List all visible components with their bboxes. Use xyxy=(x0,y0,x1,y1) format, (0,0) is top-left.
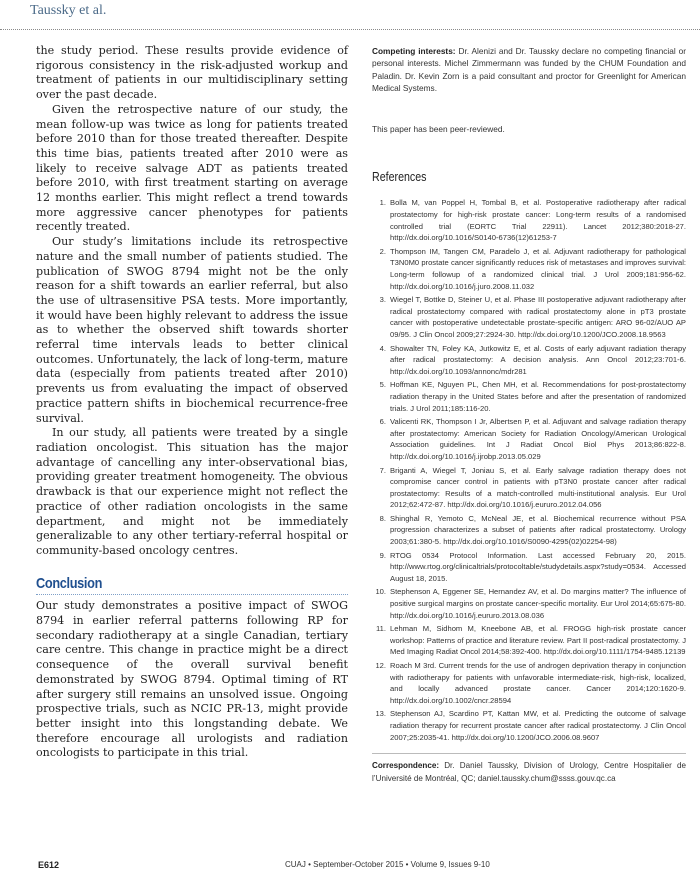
page-number: E612 xyxy=(38,860,60,870)
reference-item xyxy=(372,465,686,511)
reference-item xyxy=(372,513,686,548)
right-column xyxy=(372,45,686,785)
competing-interests-label: Competing interests: xyxy=(372,46,456,56)
correspondence-text[interactable]: Dr. Daniel Taussky, Division of Urology, Centre Hospitalier de l’Université de Montréal, QC; daniel.taussky.chum@ssss.gouv.qc.ca xyxy=(372,761,686,783)
reference-item xyxy=(372,416,686,462)
references-list xyxy=(372,197,686,743)
conclusion-heading: Conclusion xyxy=(36,574,103,592)
reference-text[interactable]: RTOG 0534 Protocol Information. Last accessed February 20, 2015. http://www.rtog.org/clinicaltrials/protocoltable/studydetails.aspx?study=0534. Accessed August 18, 2015. xyxy=(390,550,686,583)
peer-review-note: This paper has been peer-reviewed. xyxy=(372,123,505,134)
reference-number: 2. xyxy=(379,246,386,256)
reference-text: Hoffman KE, Nguyen PL, Chen MH, et al. Recommendations for post-prostatectomy radiation therapy in the United States before and after the presentation of randomized trials. J Urol 2011;185:116-20. xyxy=(390,380,686,413)
reference-number: 6. xyxy=(379,417,386,427)
reference-item xyxy=(372,708,686,743)
reference-number: 8. xyxy=(379,513,386,523)
reference-text[interactable]: Briganti A, Wiegel T, Joniau S, et al. Early salvage radiation therapy does not compromise cancer control in patients with pT3N0 prostate cancer after radical prostatectomy: Results of a match-controlled multi-institutional analysis. Eur Urol 2012;62:472-87. http://dx.doi.org/10.1016/j.eururo.2012.04.056 xyxy=(390,465,686,510)
reference-item xyxy=(372,379,686,414)
body-paragraph: the study period. These results provide evidence of rigorous consistency in the risk-adjusted workup and treatment of patients in our multidisciplinary setting over the past decade. xyxy=(36,44,348,102)
correspondence-label: Correspondence: xyxy=(372,761,440,771)
reference-number: 5. xyxy=(379,380,386,390)
header-divider xyxy=(0,29,700,30)
reference-text[interactable]: Lehman M, Sidhom M, Kneebone AB, et al. FROGG high-risk prostate cancer workshop: Patterns of practice and literature review. Part II post-radical prostatectomy. J Med Imaging Radiat Oncol 2014;58:392-400. http://dx.doi.org/10.1111/1754-9485.12139 xyxy=(390,624,686,657)
references-heading: References xyxy=(372,169,427,185)
reference-number: 3. xyxy=(379,295,386,305)
competing-interests-text: Dr. Alenizi and Dr. Taussky declare no competing financial or personal interests. Michel Zimmermann was funded by the CHUM Foundation and Paladin. Dr. Kevin Zorn is a paid consultant and proctor for Greenlight for American Medical Systems. xyxy=(372,46,686,94)
reference-number: 11. xyxy=(376,624,386,634)
reference-text[interactable]: Stephenson AJ, Scardino PT, Kattan MW, et al. Predicting the outcome of salvage radiation therapy for recurrent prostate cancer after radical prostatectomy. J Clin Oncol 2007;25:2035-41. http://dx.doi.org/10.1200/JCO.2006.08.9607 xyxy=(390,709,686,742)
reference-item xyxy=(372,623,686,658)
reference-number: 7. xyxy=(379,465,386,475)
correspondence xyxy=(372,760,686,785)
reference-text[interactable]: Roach M 3rd. Current trends for the use of androgen deprivation therapy in conjunction with radiotherapy for patients with unfavorable intermediate-risk, high-risk, localized, and locally advanced prostate cancer. Cancer 2014;120:1620-9. http://dx.doi.org/10.1002/cncr.28594 xyxy=(390,661,686,705)
reference-item xyxy=(372,197,686,243)
reference-text[interactable]: Thompson IM, Tangen CM, Paradelo J, et al. Adjuvant radiotherapy for pathological T3N0M0 prostate cancer significantly reduces risk of metastases and improves survival: Long-term followup of a randomized clinical trial. J Urol 2009;181:956-62. http://dx.doi.org/10.1016/j.juro.2008.11.032 xyxy=(390,246,686,291)
reference-item xyxy=(372,343,686,378)
left-column xyxy=(36,44,348,761)
reference-number: 12. xyxy=(375,661,386,670)
reference-number: 4. xyxy=(379,343,386,353)
reference-item xyxy=(372,586,686,621)
body-paragraph: Given the retrospective nature of our study, the mean follow-up was twice as long for patients treated before 2010 than for those treated thereafter. Despite this time bias, patients treated after 2010 were as likely to receive salvage ADT as patients treated before 2010, with first treatment starting on average 12 months earlier. This might reflect a trend towards more aggressive cancer phenotypes for patients recently treated. xyxy=(36,102,348,234)
competing-interests xyxy=(372,45,686,95)
reference-text[interactable]: Valicenti RK, Thompson I Jr, Albertsen P, et al. Adjuvant and salvage radiation therapy after prostatectomy: American Society for Radiation Oncology/American Urological Association guidelines. Int J Radiat Oncol Biol Phys 2013;86:822-8. http://dx.doi.org/10.1016/j.ijrobp.2013.05.029 xyxy=(390,417,686,461)
reference-text[interactable]: Stephenson A, Eggener SE, Hernandez AV, et al. Do margins matter? The influence of positive surgical margins on prostate cancer-specific mortality. Eur Urol 2014;65:675-80. http://dx.doi.org/10.1016/j.eururo.2013.08.036 xyxy=(390,587,686,620)
body-paragraph: Our study’s limitations include its retrospective nature and the small number of patients studied. The publication of SWOG 8794 might not be the only reason for a shift towards an earlier referral, but also the use of ultrasensitive PSA tests. More importantly, it would have been highly relevant to address the issue as to whether the observed shift towards shorter referral time intervals leads to better clinical outcomes. Unfortunately, the lack of long-term, mature data (especially from patients treated after 2010) prevents us from evaluating the impact of observed practice pattern shifts in biochemical recurrence-free survival. xyxy=(36,235,348,425)
journal-info: CUAJ • September-October 2015 • Volume 9, Issues 9-10 xyxy=(285,860,490,869)
reference-number: 1. xyxy=(379,198,386,208)
body-paragraph: In our study, all patients were treated by a single radiation oncologist. This situation has the major advantage of cancelling any inter-observational bias, providing greater treatment homogeneity. The obvious drawback is that our experience might not reflect the practice of other radiation oncologists in the same department, and might not be immediately generalizable to any other tertiary-referral hospital or community-based oncology centres. xyxy=(36,426,348,557)
reference-text[interactable]: Bolla M, van Poppel H, Tombal B, et al. Postoperative radiotherapy after radical prostatectomy for high-risk prostate cancer: Long-term results of a randomised controlled trial (EORTC Trial 22911). Lancet 2012;380:2018-27. http://dx.doi.org/10.1016/S0140-6736(12)61253-7 xyxy=(390,198,686,243)
reference-number: 10. xyxy=(375,587,386,597)
reference-text[interactable]: Showalter TN, Foley KA, Jutkowitz E, et al. Costs of early adjuvant radiation therapy after radical prostatectomy: A decision analysis. Ann Oncol 2012;23:701-6. http://dx.doi.org/10.1093/annonc/mdr281 xyxy=(390,343,686,376)
section-divider xyxy=(36,594,348,595)
correspondence-divider xyxy=(372,753,686,754)
reference-number: 13. xyxy=(375,709,386,719)
reference-text[interactable]: Wiegel T, Bottke D, Steiner U, et al. Phase III postoperative adjuvant radiotherapy after radical prostatectomy compared with radical prostatectomy alone in pT3 prostate cancer with postoperative undetectable prostate-specific antigen: ARO 96-02/AUO AP 09/95. J Clin Oncol 2009;27:2924-30. http://dx.doi.org/10.1200/JCO.2008.18.9563 xyxy=(390,295,686,339)
conclusion-paragraph: Our study demonstrates a positive impact of SWOG 8794 in earlier referral patterns following RP for secondary radiotherapy at a single Canadian, tertiary care centre. This change in practice might be a direct consequence of the overall survival benefit demonstrated by SWOG 8794. Optimal timing of RT after surgery still remains an unsolved issue. Ongoing prospective trials, such as NCIC PR-13, might provide better insight into this longstanding debate. We therefore encourage all urologists and radiation oncologists to participate in this trial. xyxy=(36,599,348,760)
reference-number: 9. xyxy=(379,550,386,560)
reference-item xyxy=(372,660,686,706)
running-head-author: Taussky et al. xyxy=(30,3,107,18)
reference-item xyxy=(372,246,686,292)
reference-item xyxy=(372,294,686,340)
reference-item xyxy=(372,550,686,585)
reference-text[interactable]: Shinghal R, Yemoto C, McNeal JE, et al. Biochemical recurrence without PSA progression characterizes a subset of patients after radical prostatectomy. Urology 2003;61:380-5. http://dx.doi.org/10.1016/S0090-4295(02)02254-98) xyxy=(390,513,686,547)
